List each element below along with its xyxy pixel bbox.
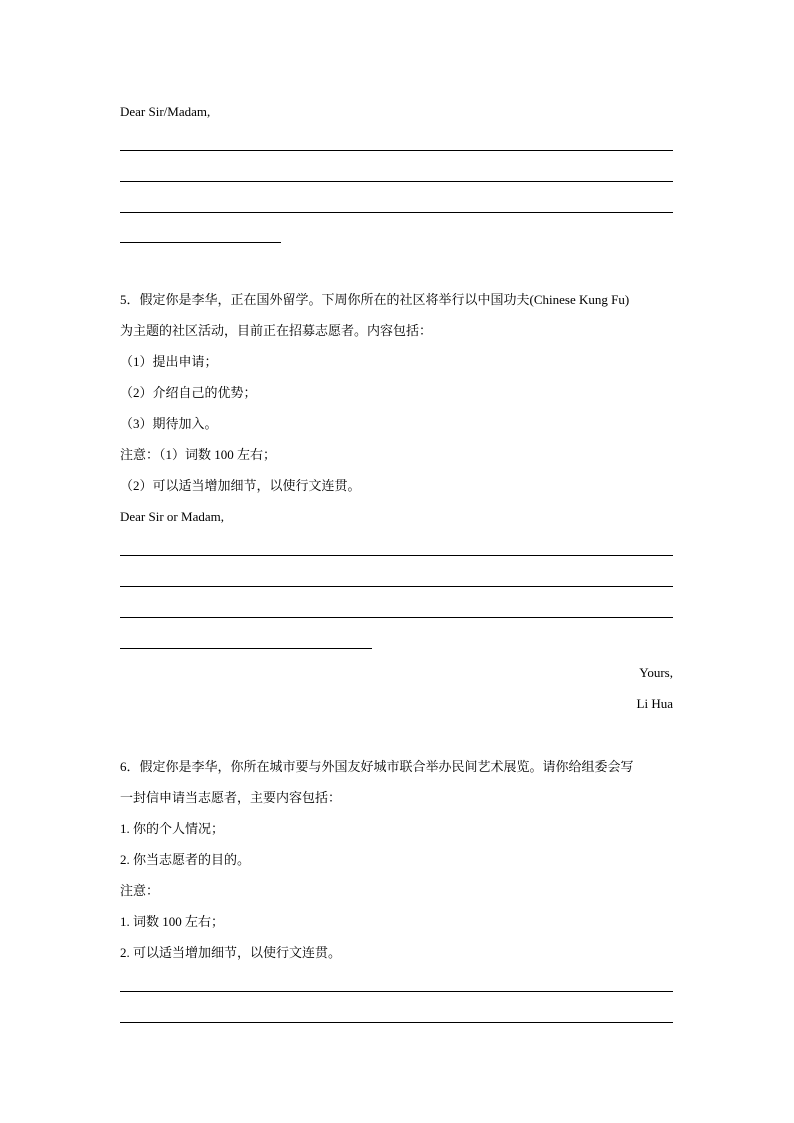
salutation-s5: Dear Sir or Madam, <box>120 509 224 524</box>
question-5-note: 注意：（1）词数 100 左右； <box>120 447 277 462</box>
answer-line <box>120 181 673 182</box>
question-6-note: 1. 词数 100 左右； <box>120 914 225 929</box>
question-5-prompt-line1: 5．假定你是李华，正在国外留学。下周你所在的社区将举行以中国功夫(Chinese Kung Fu) <box>120 292 630 307</box>
answer-line-short <box>120 242 281 243</box>
question-6-item: 1. 你的个人情况； <box>120 821 225 836</box>
question-6-prompt-line2: 一封信申请当志愿者，主要内容包括： <box>120 790 342 805</box>
question-5-item: （2）介绍自己的优势； <box>120 385 257 400</box>
answer-line <box>120 617 673 618</box>
answer-line <box>120 1022 673 1023</box>
question-6-prompt-line1: 6．假定你是李华，你所在城市要与外国友好城市联合举办民间艺术展览。请你给组委会写 <box>120 759 634 774</box>
question-5-item: （1）提出申请； <box>120 354 218 369</box>
question-6-note-label: 注意： <box>120 883 160 898</box>
salutation-s4: Dear Sir/Madam, <box>120 104 211 119</box>
question-5-note: （2）可以适当增加细节，以使行文连贯。 <box>120 478 361 493</box>
closing: Yours, <box>639 665 673 680</box>
question-6-item: 2. 你当志愿者的目的。 <box>120 852 251 867</box>
answer-line <box>120 150 673 151</box>
question-5-item: （3）期待加入。 <box>120 416 218 431</box>
question-6-note: 2. 可以适当增加细节，以使行文连贯。 <box>120 945 342 960</box>
answer-line <box>120 212 673 213</box>
answer-line <box>120 555 673 556</box>
answer-line-short <box>120 648 372 649</box>
question-5-prompt-line2: 为主题的社区活动，目前正在招募志愿者。内容包括： <box>120 323 433 338</box>
answer-line <box>120 991 673 992</box>
signature: Li Hua <box>636 696 673 711</box>
answer-line <box>120 586 673 587</box>
